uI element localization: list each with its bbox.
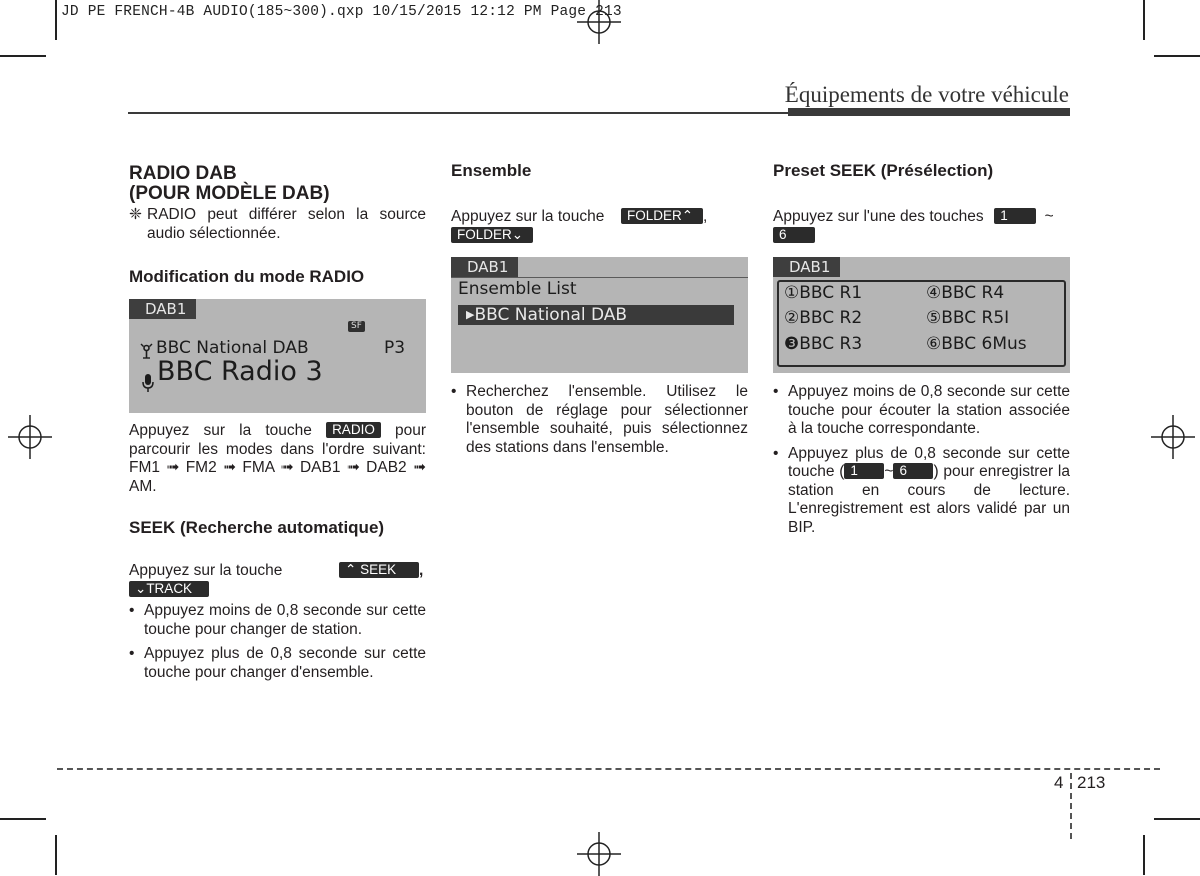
paragraph-radio: Appuyez sur la touche RADIO pour parcourir les modes dans l'ordre suivant: FM1 ➟ FM2 ➟ FMA ➟ DAB1 ➟ DAB2 ➟ AM.	[129, 422, 427, 495]
microphone-icon	[141, 373, 155, 393]
registration-mark-icon	[1151, 415, 1195, 459]
registration-mark-icon	[577, 0, 621, 44]
lcd-screen-radio	[129, 299, 426, 413]
chapter-number: 4	[1054, 773, 1064, 792]
paragraph-seek: Appuyez sur la touche ⌃ SEEK , ⌄TRACK	[129, 562, 424, 596]
crop-mark	[55, 835, 57, 875]
crop-mark	[1154, 818, 1200, 820]
antenna-icon	[139, 343, 154, 359]
running-head: Équipements de votre véhicule	[784, 82, 1069, 107]
list-item: • Appuyez moins de 0,8 seconde sur cette touche pour écouter la station associée à la touche correspondante.	[773, 383, 1070, 437]
ensemble-bullets	[451, 383, 748, 457]
note: ❈ RADIO peut différer selon la source audio sélectionnée.	[129, 206, 426, 242]
lcd-big-station: BBC Radio 3	[157, 356, 323, 387]
preset-key-1: 1	[994, 208, 1036, 224]
chevron-down-icon: ⌄	[511, 226, 524, 242]
seek-key: ⌃ SEEK	[339, 562, 419, 578]
track-key: ⌄TRACK	[129, 581, 209, 597]
preset-key-1: 1	[844, 463, 884, 479]
heading-preset-seek: Preset SEEK (Présélection)	[773, 161, 994, 180]
print-slug: JD PE FRENCH-4B AUDIO(185~300).qxp 10/15/2015 12:12 PM Page 213	[61, 4, 622, 20]
screen-preset-wrap	[773, 257, 1070, 373]
heading-seek: SEEK (Recherche automatique)	[129, 518, 385, 537]
chevron-down-icon: ⌄	[135, 580, 147, 596]
radio-key: RADIO	[326, 422, 381, 438]
list-item: • Appuyez plus de 0,8 seconde sur cette touche pour changer d'ensemble.	[129, 645, 426, 681]
lcd-screen-preset	[773, 257, 1070, 373]
preset-key-6: 6	[773, 227, 815, 243]
lcd-tab: DAB1	[129, 299, 196, 319]
preset-bullets	[773, 383, 1070, 537]
footer-divider	[1070, 773, 1072, 839]
column-1	[129, 158, 426, 688]
list-item: • Appuyez moins de 0,8 seconde sur cette touche pour changer de station.	[129, 602, 426, 638]
footer-rule	[57, 768, 1160, 770]
lcd-preset-number: P3	[384, 338, 406, 358]
lcd-list-title: Ensemble List	[458, 279, 577, 299]
preset-item: ①BBC R1	[784, 283, 863, 303]
header-rule-thick	[788, 108, 1070, 116]
crop-mark	[1154, 55, 1200, 57]
sf-badge: SF	[348, 321, 365, 332]
preset-item: ⑥BBC 6Mus	[926, 334, 1027, 354]
lcd-selected-item: ▶BBC National DAB	[458, 305, 734, 325]
page-number: 213	[1077, 773, 1106, 792]
preset-item: ⑤BBC R5I	[926, 308, 1010, 328]
crop-mark	[1143, 835, 1145, 875]
lcd-station-line: BBC National DAB	[156, 338, 309, 358]
crop-mark	[1143, 0, 1145, 40]
preset-item-active: ❸BBC R3	[784, 334, 863, 354]
list-item: • Recherchez l'ensemble. Utilisez le bouton de réglage pour sélectionner l'ensemble souhaité, puis sélectionnez des stations dans l'ensemble.	[451, 383, 748, 456]
heading-ensemble: Ensemble	[451, 161, 532, 180]
chevron-up-icon: ⌃	[345, 562, 357, 577]
section-title: RADIO DAB (POUR MODÈLE DAB)	[129, 163, 330, 204]
lcd-screen-ensemble	[451, 257, 748, 373]
preset-item: ④BBC R4	[926, 283, 1005, 303]
preset-key-6: 6	[893, 463, 933, 479]
folder-down-key: FOLDER⌄	[451, 227, 533, 243]
registration-mark-icon	[577, 832, 621, 876]
column-3	[773, 158, 1070, 543]
seek-bullets	[129, 602, 426, 682]
crop-mark	[55, 0, 57, 40]
column-2	[451, 158, 748, 463]
paragraph-ensemble: Appuyez sur la touche FOLDER⌃ , FOLDER⌄	[451, 208, 708, 242]
crop-mark	[0, 818, 46, 820]
crop-mark	[0, 55, 46, 57]
preset-item: ②BBC R2	[784, 308, 863, 328]
lcd-tab: DAB1	[773, 257, 840, 277]
registration-mark-icon	[8, 415, 52, 459]
note-mark-icon: ❈	[129, 206, 142, 223]
lcd-tab: DAB1	[451, 257, 518, 277]
screen-ensemble-wrap	[451, 257, 748, 373]
heading-radio-mode: Modification du mode RADIO	[129, 267, 365, 286]
screen-radio-wrap	[129, 299, 426, 413]
list-item: • Appuyez plus de 0,8 seconde sur cette touche ( 1 ~ 6 ) pour enregistrer la station en cours de lecture. L'enregistrement est alors validé par un BIP.	[773, 444, 1070, 536]
chevron-up-icon: ⌃	[681, 208, 694, 223]
header-rule	[128, 112, 788, 114]
play-arrow-icon: ▶	[466, 308, 475, 321]
paragraph-preset: Appuyez sur l'une des touches 1 ~ 6	[773, 208, 1054, 242]
folder-up-key: FOLDER⌃	[621, 208, 703, 224]
